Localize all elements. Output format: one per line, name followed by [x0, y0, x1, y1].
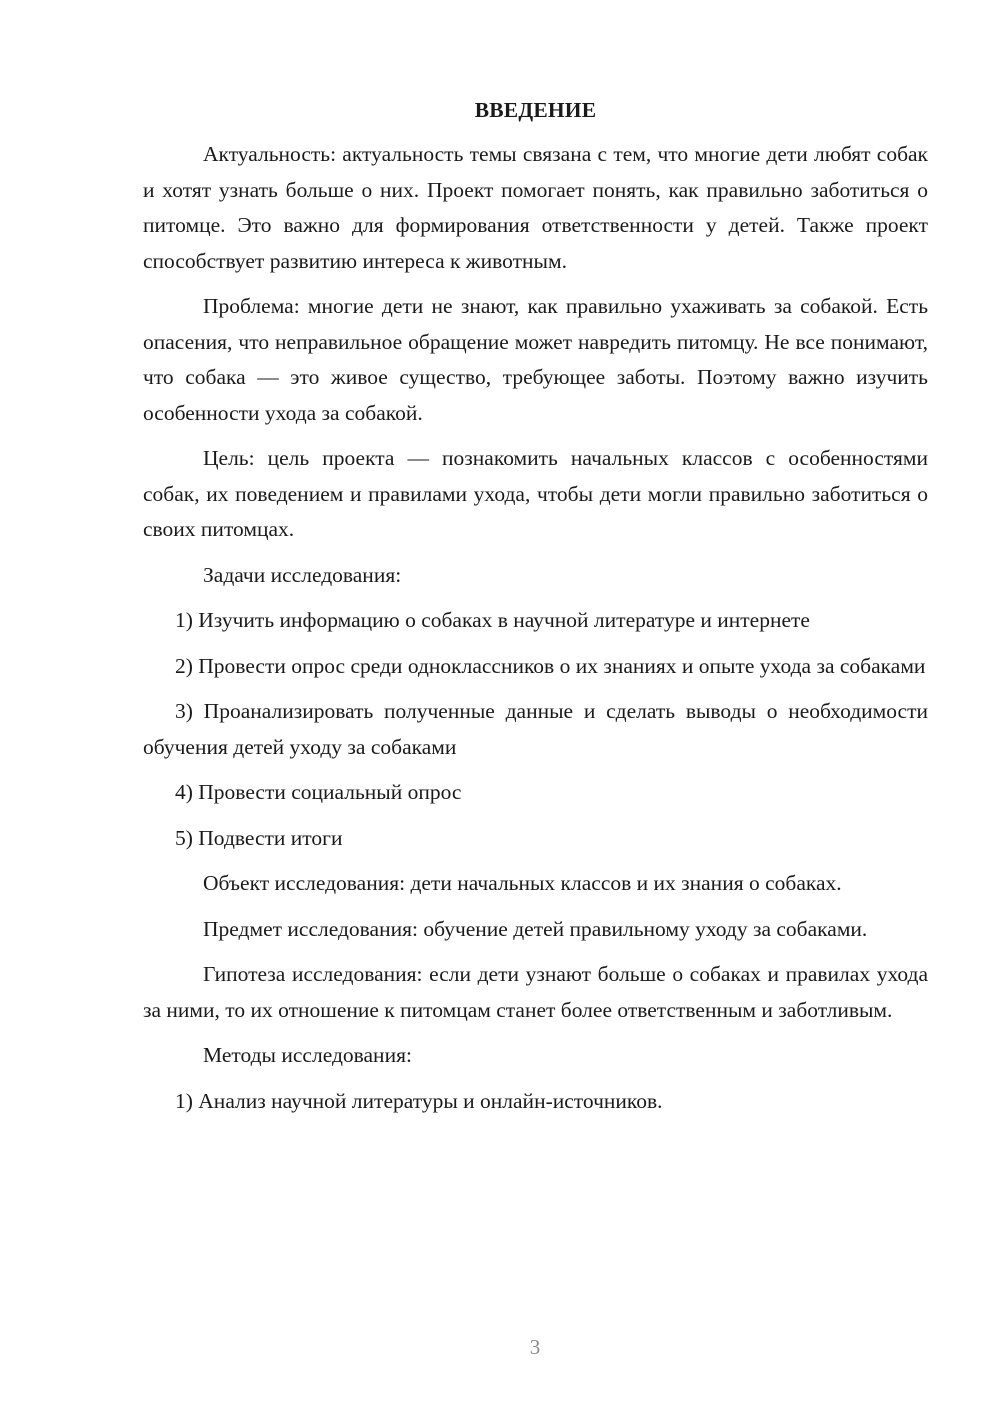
task-item-2: 2) Провести опрос среди одноклассников о их знаниях и опыте ухода за собаками: [175, 653, 926, 678]
task-item-4: 4) Провести социальный опрос: [175, 780, 462, 804]
section-title: ВВЕДЕНИЕ: [474, 98, 597, 122]
relevance-paragraph: Актуальность: актуальность темы связана с тем, что многие дети любят собак и хотят узнать больше о них. Проект помогает понять, как правильно заботиться о питомце. Это важно для формирования ответственности у детей. Также проект способствует развитию интереса к животным.: [143, 142, 928, 273]
method-item-1: 1) Анализ научной литературы и онлайн-источников.: [175, 1088, 663, 1113]
problem-paragraph: Проблема: многие дети не знают, как правильно ухаживать за собакой. Есть опасения, что неправильное обращение может навредить питомцу. Не все понимают, что собака — это живое существо, требующее заботы. Поэтому важно изучить особенности ухода за собакой.: [143, 294, 928, 425]
goal-paragraph: Цель: цель проекта — познакомить начальных классов с особенностями собак, их поведением и правилами ухода, чтобы дети могли правильно заботиться о своих питомцах.: [143, 446, 928, 541]
methods-heading: Методы исследования:: [203, 1043, 412, 1067]
hypothesis-paragraph: Гипотеза исследования: если дети узнают больше о собаках и правилах ухода за ними, то их отношение к питомцам станет более ответственным и заботливым.: [143, 962, 928, 1022]
task-item-5: 5) Подвести итоги: [175, 825, 343, 850]
object-paragraph: Объект исследования: дети начальных классов и их знания о собаках.: [203, 871, 842, 895]
document-page: [143, 95, 928, 1129]
page-number: 3: [529, 1335, 541, 1359]
tasks-heading: Задачи исследования:: [203, 562, 402, 587]
task-item-1: 1) Изучить информацию о собаках в научной литературе и интернете: [175, 608, 810, 632]
subject-paragraph: Предмет исследования: обучение детей правильному уходу за собаками.: [203, 916, 868, 941]
task-item-3: 3) Проанализировать полученные данные и сделать выводы о необходимости обучения детей уходу за собаками: [143, 699, 928, 759]
